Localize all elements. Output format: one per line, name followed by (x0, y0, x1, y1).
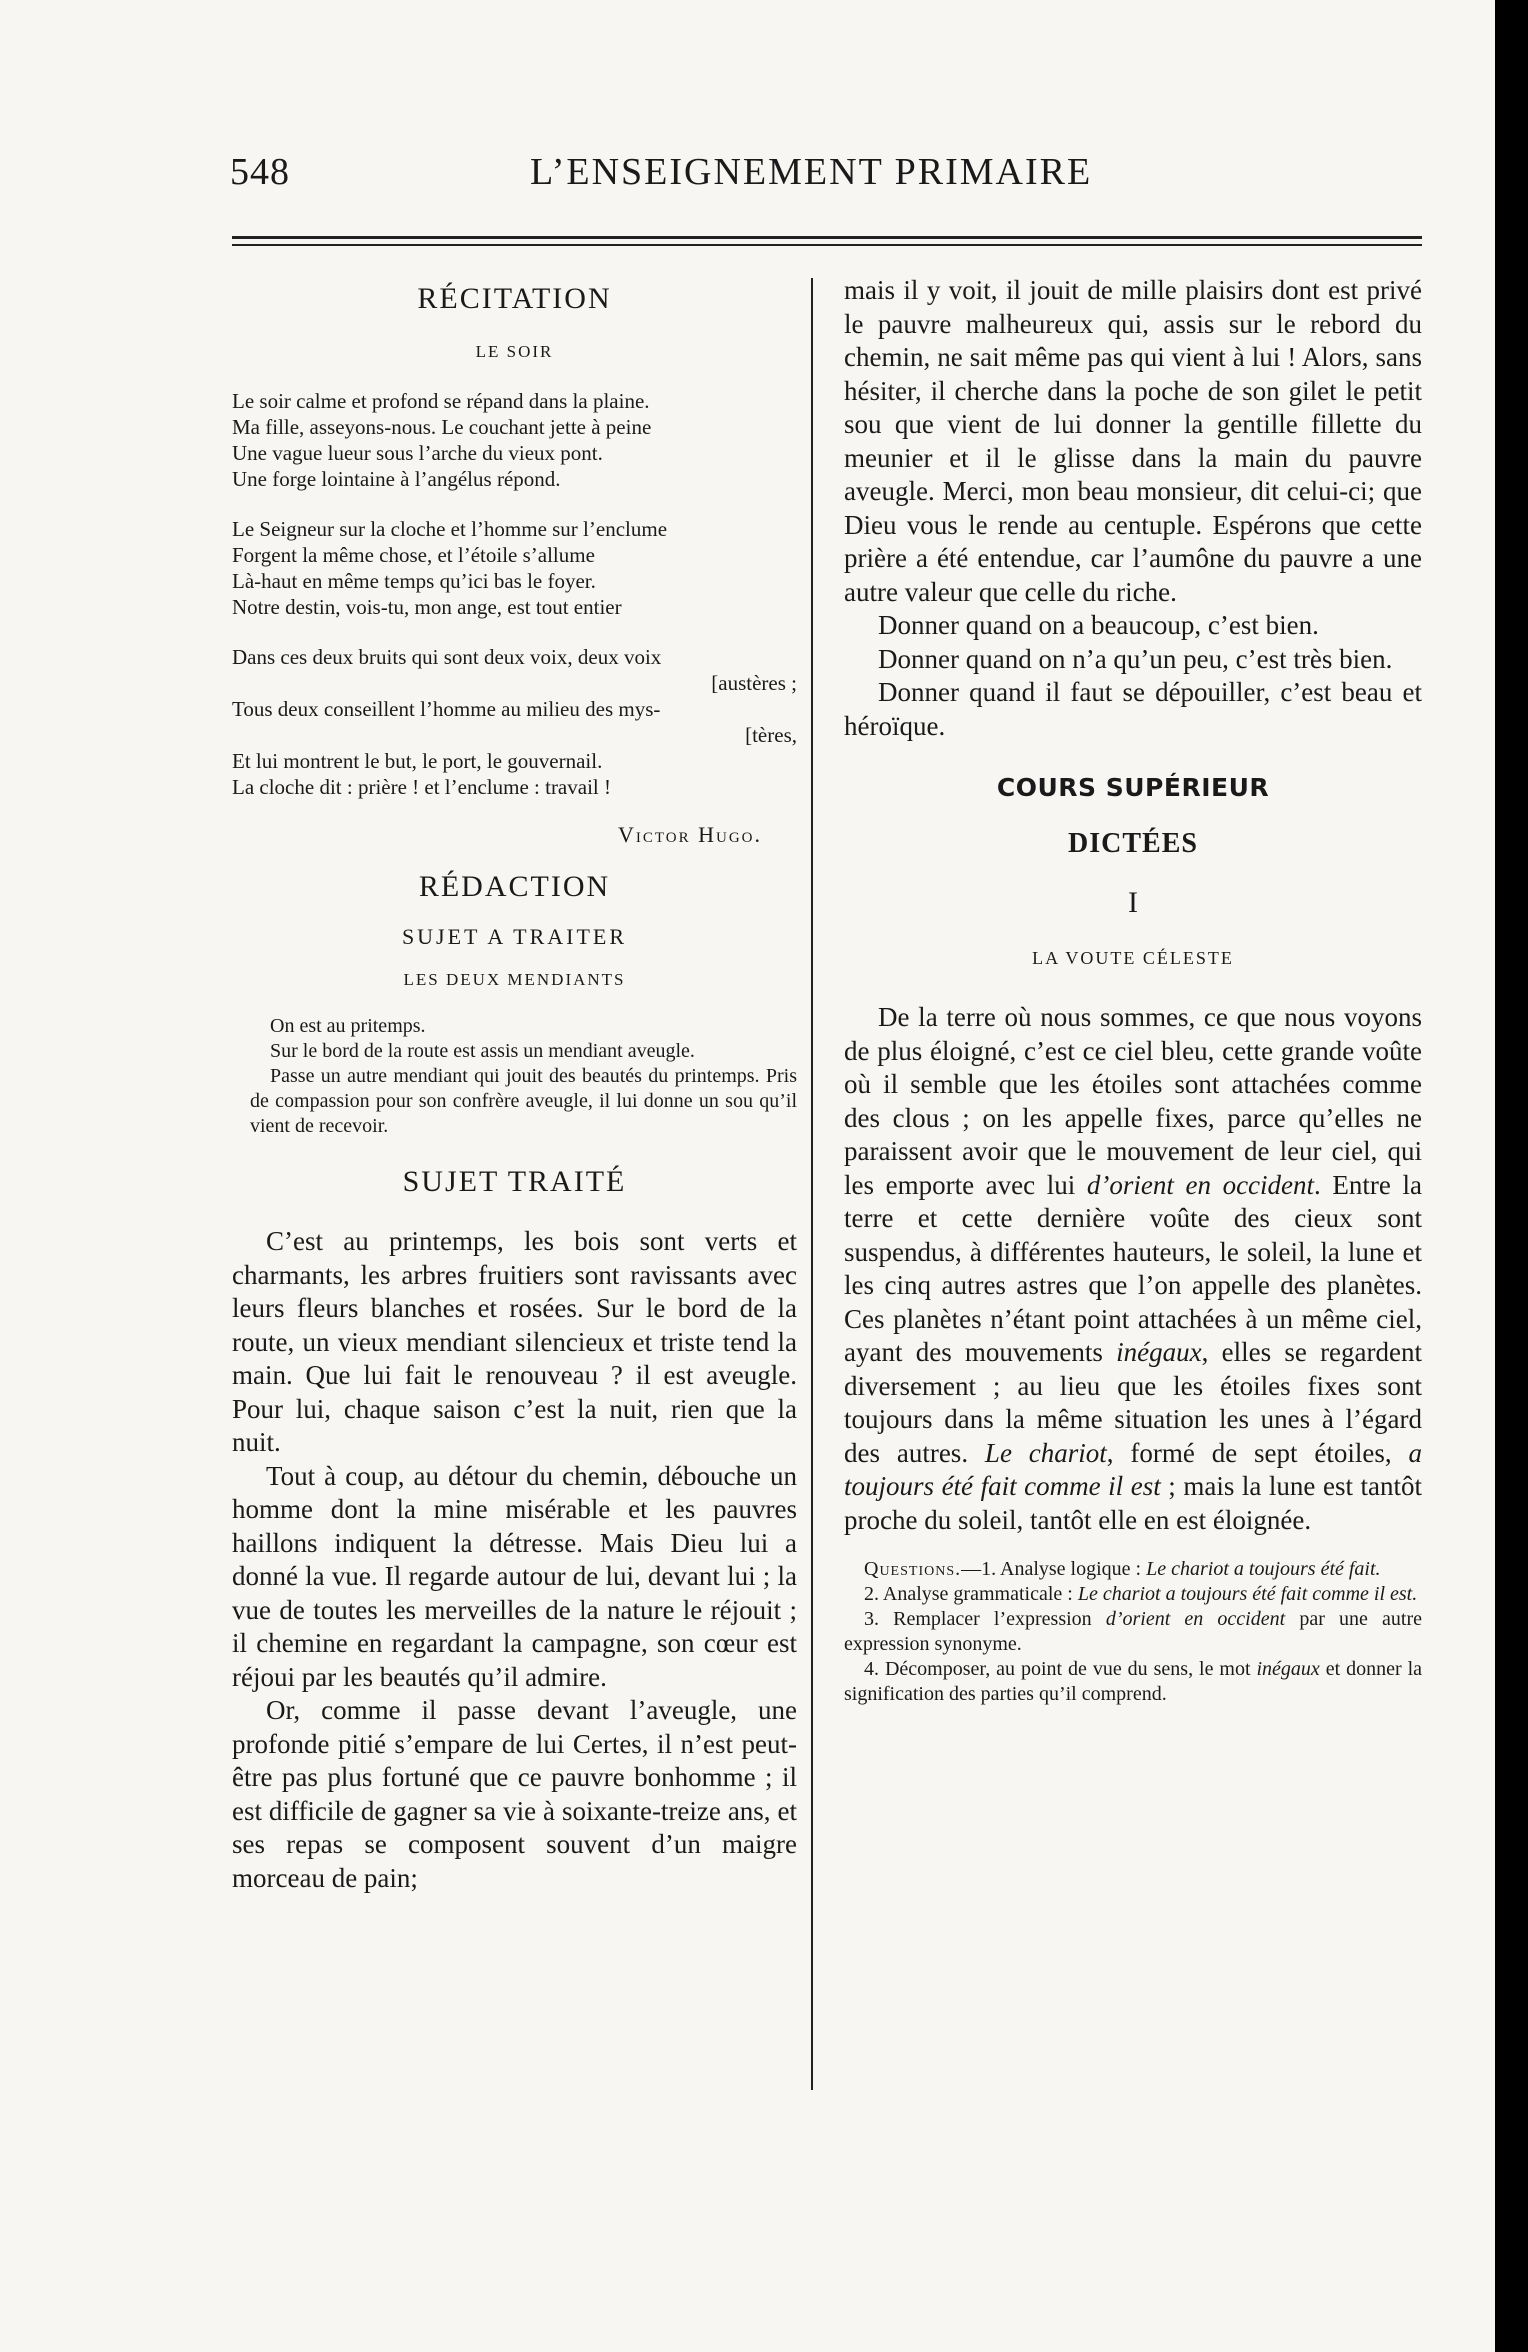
sujet-paragraph: On est au pritemps. (270, 1015, 426, 1037)
dictee-title: LA VOUTE CÉLESTE (1032, 948, 1234, 968)
sujet-a-traiter-heading: SUJET A TRAITER (401, 924, 628, 949)
maxim: Donner quand on a beaucoup, c’est bien. (878, 610, 1319, 640)
column-divider (811, 278, 813, 2090)
poem-stanza-1 (232, 388, 797, 492)
maxim: Donner quand il faut se dépouiller, c’est beau et héroïque. (844, 677, 1422, 741)
sujet-traite-heading: SUJET TRAITÉ (402, 1165, 627, 1198)
left-column (232, 278, 797, 1895)
poem-line-continuation: [tères, (745, 723, 797, 747)
question-2: 2. Analyse grammaticale : Le chariot a toujours été fait comme il est. (864, 1583, 1418, 1605)
poem-line: Dans ces deux bruits qui sont deux voix, deux voix (232, 645, 662, 669)
cours-superieur-heading: COURS SUPÉRIEUR (996, 773, 1270, 802)
poem-line: Et lui montrent le but, le port, le gouvernail. (232, 749, 603, 773)
traite-paragraph: C’est au printemps, les bois sont verts et charmants, les arbres fruitiers sont ravissants avec leurs fleurs blanches et rosées. Sur le bord de la route, un vieux mendiant silencieux et triste tend la main. Que lui fait le renouveau ? il est aveugle. Pour lui, chaque saison c’est la nuit, rien que la nuit. (232, 1226, 797, 1457)
dictees-heading: DICTÉES (1068, 828, 1198, 859)
continuation-paragraph: mais il y voit, il jouit de mille plaisirs dont est privé le pauvre malheureux qui, assis sur le rebord du chemin, ne sait même pas qui vient à lui ! Alors, sans hésiter, il cherche dans la poche de son gilet le petit sou que vient de lui donner la gentille fillette du meunier et il le glisse dans la main du pauvre aveugle. Merci, mon beau monsieur, dit celui-ci; que Dieu vous le rende au centuple. Espérons que cette prière a été entendue, car l’aumône du pauvre a une autre valeur que celle du riche. (844, 275, 1422, 607)
page-header (230, 150, 1420, 210)
header-rule-thin (232, 244, 1422, 246)
poem-title: LE SOIR (475, 342, 554, 361)
continuation-text (844, 274, 1422, 743)
redaction-heading: RÉDACTION (418, 870, 611, 903)
poem-line: Une vague lueur sous l’arche du vieux pont. (232, 441, 603, 465)
dictee-paragraph: De la terre où nous sommes, ce que nous voyons de plus éloigné, c’est ce ciel bleu, cette grande voûte où il semble que les étoiles sont attachées comme des clous ; on les appelle fixes, parce qu’elles ne paraissent avoir que le mouvement de leur ciel, qui les emporte avec lui d’orient en occident. Entre la terre et cette dernière voûte des cieux sont suspendus, à différentes hauteurs, le soleil, la lune et les cinq autres astres que l’on appelle des planètes. Ces planètes n’étant point attachées à un même ciel, ayant des mouvements inégaux, elles se regardent diversement ; au lieu que les étoiles fixes sont toujours dans la même situation les unes à l’égard des autres. Le chariot, formé de sept étoiles, a toujours été fait comme il est ; mais la lune est tantôt proche du soleil, tantôt elle en est éloignée. (844, 1002, 1423, 1535)
poem (232, 388, 797, 800)
poem-line: Une forge lointaine à l’angélus répond. (232, 467, 561, 491)
poem-line: Tous deux conseillent l’homme au milieu des mys- (232, 697, 661, 721)
poem-line: Ma fille, asseyons-nous. Le couchant jette à peine (232, 415, 652, 439)
poem-line: La cloche dit : prière ! et l’enclume : travail ! (232, 775, 611, 799)
poem-line: Forgent la même chose, et l’étoile s’allume (232, 543, 595, 567)
sujet-paragraph: Sur le bord de la route est assis un mendiant aveugle. (270, 1040, 695, 1062)
journal-title: L’ENSEIGNEMENT PRIMAIRE (530, 151, 1093, 193)
poem-stanza-3 (232, 644, 797, 800)
traite-paragraph: Tout à coup, au détour du chemin, débouche un homme dont la mine misérable et les pauvres haillons indiquent la détresse. Mais Dieu lui a donné la vue. Il regarde autour de lui, devant lui ; la vue de toutes les merveilles de la nature le réjouit ; il chemine en regardant la campagne, son cœur est réjoui par les beautés qu’il admire. (232, 1460, 797, 1692)
sujet-title: LES DEUX MENDIANTS (403, 970, 626, 989)
maxim: Donner quand on n’a qu’un peu, c’est très bien. (878, 643, 1393, 674)
question-1: Questions.—1. Analyse logique : Le chariot a toujours été fait. (864, 1558, 1381, 1580)
traite-paragraph: Or, comme il passe devant l’aveugle, une profonde pitié s’empare de lui Certes, il n’est peut-être pas plus fortuné que ce pauvre bonhomme ; il est difficile de gagner sa vie à soixante-treize ans, et ses repas se composent souvent d’un maigre morceau de pain; (232, 1695, 797, 1893)
sujet-traite-text (232, 1225, 797, 1895)
question-3: 3. Remplacer l’expression d’orient en occident par une autre expression synonyme. (844, 1608, 1423, 1655)
poem-line: Le soir calme et profond se répand dans la plaine. (232, 389, 650, 413)
header-rule-thick (232, 236, 1422, 239)
poem-author: Victor Hugo. (617, 822, 762, 847)
question-4: 4. Décomposer, au point de vue du sens, le mot inégaux et donner la signification des parties qu’il comprend. (844, 1658, 1423, 1705)
dictee-text (844, 1001, 1422, 1537)
sujet-paragraph: Passe un autre mendiant qui jouit des beautés du printemps. Pris de compassion pour son confrère aveugle, il lui donne un sou qu’il vient de recevoir. (250, 1065, 797, 1137)
questions (844, 1557, 1422, 1707)
poem-line: Là-haut en même temps qu’ici bas le foyer. (232, 569, 596, 593)
poem-stanza-2 (232, 516, 797, 620)
poem-line: Le Seigneur sur la cloche et l’homme sur l’enclume (232, 517, 668, 541)
roman-numeral: I (1128, 886, 1138, 919)
page-number: 548 (230, 151, 290, 193)
recitation-heading: RÉCITATION (417, 282, 612, 315)
poem-line-continuation: [austères ; (711, 671, 797, 695)
sujet-text (232, 1014, 797, 1139)
poem-line: Notre destin, vois-tu, mon ange, est tout entier (232, 595, 622, 619)
right-column (844, 275, 1423, 1707)
